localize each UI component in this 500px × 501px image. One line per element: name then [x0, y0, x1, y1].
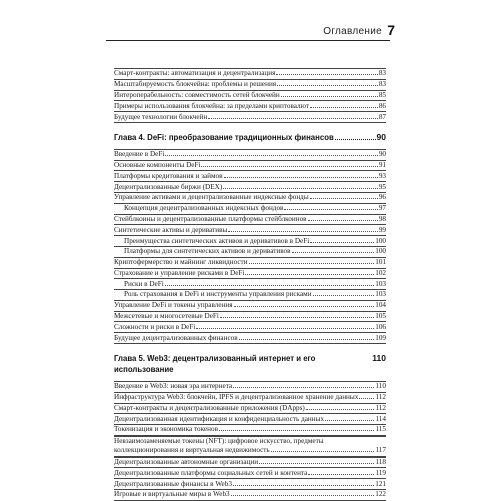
leader-dots	[245, 274, 374, 275]
leader-dots	[271, 451, 375, 452]
entry-title: Межсетевые и многосетевые DeFi	[114, 312, 219, 321]
toc-entry[interactable]	[114, 236, 386, 246]
leader-dots	[281, 96, 378, 97]
leader-dots	[196, 328, 374, 329]
leader-dots	[284, 209, 377, 210]
entry-page: 86	[378, 101, 386, 110]
entry-title: Криптофермерство и майнинг ликвидности	[114, 258, 248, 267]
entry-title: Децентрализованные платформы социальных сетей и контента	[114, 468, 308, 477]
toc-entry[interactable]	[114, 279, 386, 289]
entry-title: Введение в DeFi	[114, 150, 165, 159]
leader-dots	[277, 85, 378, 86]
entry-page: 101	[375, 258, 386, 267]
toc-entry[interactable]	[114, 171, 386, 181]
leader-dots	[306, 409, 375, 410]
leader-dots	[208, 118, 378, 119]
entry-page: 93	[378, 171, 386, 180]
entry-page: 91	[378, 161, 386, 170]
toc-entry[interactable]	[114, 112, 386, 122]
leader-dots	[359, 398, 374, 399]
entry-page: 117	[375, 446, 386, 455]
leader-dots	[310, 198, 378, 199]
toc-entry[interactable]	[114, 182, 386, 192]
toc-entry[interactable]	[114, 150, 386, 160]
page-number: 7	[387, 22, 395, 38]
leader-dots	[335, 139, 376, 140]
toc-entry[interactable]	[114, 101, 386, 111]
entry-page: 96	[378, 193, 386, 202]
toc-entry[interactable]	[114, 91, 386, 101]
entry-title: Игровые и виртуальные миры в Web3	[114, 490, 230, 499]
entry-title: Будущее технологии блокчейн	[114, 112, 208, 121]
leader-dots	[308, 474, 374, 475]
leader-dots	[233, 387, 374, 388]
leader-dots	[220, 317, 374, 318]
entry-page: 112	[375, 393, 386, 402]
toc-entry-nft[interactable]	[114, 437, 386, 456]
toc-group-chapter5-more	[114, 457, 386, 501]
leader-dots	[233, 485, 374, 486]
toc-entry[interactable]	[114, 458, 386, 468]
entry-title: Децентрализованная идентификация и конфиденциальность данных	[114, 414, 325, 423]
entry-page: 97	[378, 204, 386, 213]
leader-dots	[276, 74, 377, 75]
entry-title-line2: коллекционирования и виртуальная недвижимость	[114, 446, 270, 455]
entry-page: 103	[375, 279, 386, 288]
toc-entry[interactable]	[114, 269, 386, 279]
entry-title: Платформы для синтетических активов и деривативов	[124, 247, 291, 256]
entry-page: 103	[375, 290, 386, 299]
chapter-page: 110	[372, 352, 386, 363]
entry-page: 106	[375, 322, 386, 331]
leader-dots	[165, 155, 377, 156]
leader-dots	[308, 220, 378, 221]
table-of-contents	[114, 68, 386, 501]
toc-entry[interactable]	[114, 312, 386, 322]
entry-title: Роль страхования в DeFi и инструменты управления рисками	[124, 290, 312, 299]
entry-page: 119	[375, 468, 386, 477]
page-header	[0, 0, 500, 40]
entry-page: 110	[375, 382, 386, 391]
leader-dots	[231, 495, 375, 496]
entry-page: 105	[375, 312, 386, 321]
header-rule	[106, 40, 390, 41]
toc-chapter-5[interactable]	[114, 353, 386, 375]
toc-entry[interactable]	[114, 393, 386, 403]
toc-entry[interactable]	[114, 404, 386, 414]
toc-entry[interactable]	[114, 225, 386, 235]
entry-title: Инфраструктура Web3: блокчейн, IPFS и децентрализованное хранение данных	[114, 393, 359, 402]
entry-title: Смарт-контракты: автоматизация и децентрализация	[114, 69, 276, 78]
leader-dots	[292, 252, 375, 253]
chapter-title: Глава 5. Web3: децентрализованный интернет и его использование	[114, 353, 316, 374]
leader-dots	[228, 231, 377, 232]
entry-title: Синтетические активы и деривативы	[114, 225, 228, 234]
entry-title: Примеры использования блокчейна: за пределами криптовалют	[114, 101, 310, 110]
entry-title: Децентрализованные финансы в Web3	[114, 479, 232, 488]
entry-page: 115	[375, 425, 386, 434]
entry-page: 104	[375, 301, 386, 310]
entry-title: Сложности и риски в DeFi	[114, 322, 196, 331]
toc-group-chapter3-tail	[114, 68, 386, 123]
running-header-title: Оглавление	[323, 26, 382, 37]
toc-entry[interactable]	[114, 204, 386, 214]
toc-entry[interactable]	[114, 490, 386, 500]
toc-group-chapter4	[114, 149, 386, 344]
leader-dots	[310, 242, 374, 243]
toc-entry[interactable]	[114, 215, 386, 225]
entry-page: 95	[378, 182, 386, 191]
entry-title: Платформы кредитования и займов	[114, 171, 223, 180]
entry-title: Преимущества синтетических активов и деривативов в DeFi	[124, 236, 310, 245]
entry-page: 112	[375, 403, 386, 412]
entry-title: Управление DeFi и токены управления	[114, 301, 233, 310]
entry-title: Децентрализованные биржи (DEX)	[114, 182, 223, 191]
entry-page: 102	[375, 268, 386, 277]
entry-title: Концепция децентрализованных индексных фондов	[124, 204, 284, 213]
entry-title-line1: Невзаимозаменяемые токены (NFT): цифровое искусство, предметы	[114, 437, 324, 446]
toc-entry[interactable]	[114, 414, 386, 424]
toc-entry[interactable]	[114, 322, 386, 332]
chapter-page: 90	[376, 131, 386, 142]
leader-dots	[223, 188, 378, 189]
toc-entry[interactable]	[114, 301, 386, 311]
toc-entry[interactable]	[114, 247, 386, 257]
leader-dots	[224, 177, 378, 178]
toc-entry[interactable]	[114, 468, 386, 478]
entry-page: 87	[378, 112, 386, 121]
toc-entry[interactable]	[114, 382, 386, 392]
toc-entry[interactable]	[114, 193, 386, 203]
leader-dots	[249, 263, 375, 264]
leader-dots	[201, 166, 377, 167]
entry-title: Страхование и управление рисками в DeFi	[114, 268, 245, 277]
toc-entry[interactable]	[114, 479, 386, 489]
entry-title: Интероперабельность: совместимость сетей блокчейн	[114, 90, 280, 99]
entry-title: Будущее децентрализованных финансов	[114, 333, 238, 342]
entry-title: Токенизация и экономика токенов	[114, 425, 218, 434]
toc-chapter-4[interactable]	[114, 132, 386, 143]
entry-title: Смарт-контракты и децентрализованные приложения (DApps)	[114, 403, 305, 412]
leader-dots	[259, 463, 374, 464]
toc-group-chapter5	[114, 381, 386, 436]
leader-dots	[234, 306, 375, 307]
entry-page: 85	[378, 90, 386, 99]
entry-page: 109	[375, 333, 386, 342]
entry-page: 90	[378, 150, 386, 159]
leader-dots	[310, 107, 378, 108]
entry-title: Стейблкоины и децентрализованные платформы стейблкоинов	[114, 214, 307, 223]
toc-entry[interactable]	[114, 290, 386, 300]
entry-page: 114	[375, 414, 386, 423]
entry-page: 99	[378, 225, 386, 234]
entry-page: 83	[378, 69, 386, 78]
leader-dots	[313, 295, 375, 296]
toc-entry[interactable]	[114, 69, 386, 79]
entry-title: Основные компоненты DeFi	[114, 161, 201, 170]
entry-page: 83	[378, 80, 386, 89]
leader-dots	[219, 430, 375, 431]
toc-entry[interactable]	[114, 258, 386, 268]
toc-entry[interactable]	[114, 425, 386, 435]
toc-entry[interactable]	[114, 161, 386, 171]
entry-page: 121	[375, 479, 386, 488]
entry-page: 100	[375, 247, 386, 256]
entry-page: 118	[375, 458, 386, 467]
entry-title: Масштабируемость блокчейна: проблемы и решения	[114, 80, 277, 89]
leader-dots	[165, 285, 374, 286]
entry-page: 122	[375, 490, 386, 499]
entry-title: Управление активами и децентрализованные индексные фонды	[114, 193, 309, 202]
entry-page: 98	[378, 214, 386, 223]
leader-dots	[239, 339, 375, 340]
leader-dots	[325, 420, 374, 421]
entry-title: Риски в DeFi	[124, 279, 164, 288]
entry-page: 100	[375, 236, 386, 245]
entry-title: Введение в Web3: новая эра интернета	[114, 382, 233, 391]
toc-entry[interactable]	[114, 80, 386, 90]
toc-entry[interactable]	[114, 333, 386, 343]
entry-title: Децентрализованные автономные организации	[114, 458, 259, 467]
chapter-title: Глава 4. DeFi: преобразование традиционных финансов	[114, 132, 334, 142]
